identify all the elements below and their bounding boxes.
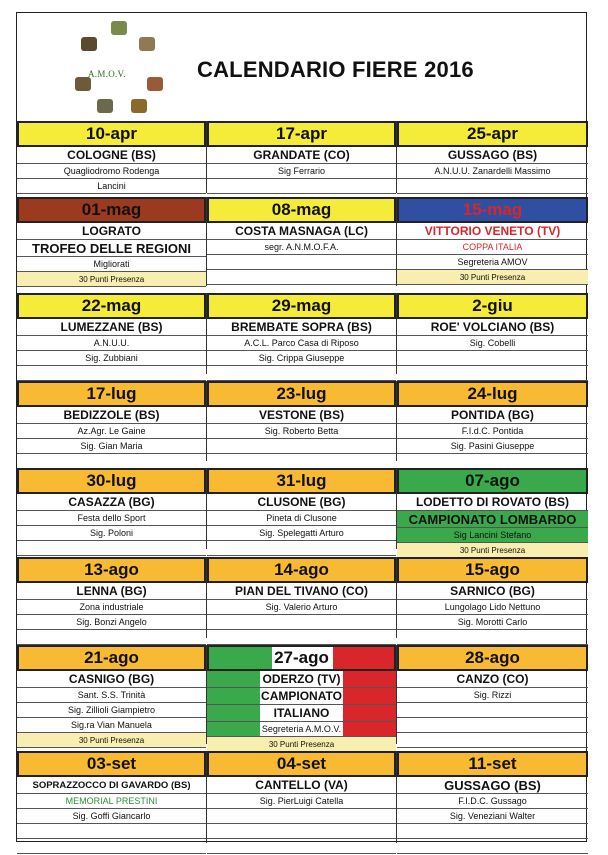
event-detail: Sig. Valerio Arturo bbox=[207, 600, 396, 615]
event-cell bbox=[207, 645, 397, 749]
event-detail bbox=[207, 366, 396, 381]
event-detail: Sig. Spelegatti Arturo bbox=[207, 526, 396, 541]
bird-photo-icon bbox=[139, 37, 155, 51]
event-detail bbox=[207, 809, 396, 824]
event-detail: Sig Ferrario bbox=[207, 164, 396, 179]
amov-logo bbox=[61, 19, 161, 115]
event-cell bbox=[397, 468, 588, 555]
event-cell bbox=[17, 293, 207, 374]
event-cell bbox=[207, 751, 397, 843]
month-row bbox=[17, 293, 588, 374]
event-location: CASNIGO (BG) bbox=[17, 671, 206, 688]
event-detail bbox=[207, 630, 396, 645]
event-date: 2-giu bbox=[397, 293, 588, 319]
event-cell bbox=[397, 645, 588, 744]
event-cell bbox=[17, 645, 207, 744]
event-detail: Sig. Poloni bbox=[17, 526, 206, 541]
event-detail bbox=[207, 615, 396, 630]
event-detail: Sig. Gian Maria bbox=[17, 439, 206, 454]
event-location: CANTELLO (VA) bbox=[207, 777, 396, 794]
event-detail: F.I.d.C. Pontida bbox=[397, 424, 588, 439]
event-detail: Lancini bbox=[17, 179, 206, 194]
month-row bbox=[17, 751, 588, 843]
event-detail: Sig. Crippa Giuseppe bbox=[207, 351, 396, 366]
event-location: GUSSAGO (BS) bbox=[397, 147, 588, 164]
event-cell bbox=[207, 293, 397, 374]
event-cell bbox=[207, 557, 397, 638]
event-date: 01-mag bbox=[17, 197, 206, 223]
event-date: 21-ago bbox=[17, 645, 206, 671]
event-detail: Sig. Goffi Giancarlo bbox=[17, 809, 206, 824]
event-location: VITTORIO VENETO (TV) bbox=[397, 223, 588, 240]
event-location: SOPRAZZOCCO DI GAVARDO (BS) bbox=[17, 777, 206, 794]
event-location: CAMPIONATO bbox=[207, 688, 396, 705]
event-detail: Quagliodromo Rodenga bbox=[17, 164, 206, 179]
points-note: 30 Punti Presenza bbox=[397, 270, 588, 285]
event-detail: Az.Agr. Le Gaine bbox=[17, 424, 206, 439]
month-row bbox=[17, 197, 588, 286]
event-cell bbox=[397, 121, 588, 193]
event-detail bbox=[397, 351, 588, 366]
event-detail: Sig. Pasini Giuseppe bbox=[397, 439, 588, 454]
event-location: COSTA MASNAGA (LC) bbox=[207, 223, 396, 240]
event-date: 17-apr bbox=[207, 121, 396, 147]
event-detail: Sig. PierLuigi Catella bbox=[207, 794, 396, 809]
event-detail: Migliorati bbox=[17, 257, 206, 272]
event-location: CLUSONE (BG) bbox=[207, 494, 396, 511]
event-detail: MEMORIAL PRESTINI bbox=[17, 794, 206, 809]
bird-photo-icon bbox=[147, 77, 163, 91]
event-detail bbox=[207, 255, 396, 270]
event-detail bbox=[397, 179, 588, 194]
bird-photo-icon bbox=[97, 99, 113, 113]
event-date: 07-ago bbox=[397, 468, 588, 494]
event-detail: Segreteria AMOV bbox=[397, 255, 588, 270]
month-row bbox=[17, 381, 588, 461]
event-detail bbox=[397, 454, 588, 469]
event-location: GRANDATE (CO) bbox=[207, 147, 396, 164]
event-location: LENNA (BG) bbox=[17, 583, 206, 600]
event-detail: A.N.U.U. Zanardelli Massimo bbox=[397, 164, 588, 179]
event-detail bbox=[207, 270, 396, 285]
points-note: 30 Punti Presenza bbox=[397, 543, 588, 558]
event-date: 24-lug bbox=[397, 381, 588, 407]
event-detail bbox=[207, 824, 396, 839]
event-detail bbox=[397, 366, 588, 381]
event-date: 23-lug bbox=[207, 381, 396, 407]
header bbox=[17, 13, 586, 120]
event-date: 13-ago bbox=[17, 557, 206, 583]
event-date: 30-lug bbox=[17, 468, 206, 494]
event-detail bbox=[17, 454, 206, 469]
event-detail: Segreteria A.M.O.V. bbox=[207, 722, 396, 737]
event-detail: Sig Lancini Stefano bbox=[397, 528, 588, 543]
event-detail: Sig.ra Vian Manuela bbox=[17, 718, 206, 733]
event-location: LOGRATO bbox=[17, 223, 206, 240]
event-detail bbox=[17, 541, 206, 556]
event-date: 15-mag bbox=[397, 197, 588, 223]
event-detail bbox=[207, 839, 396, 854]
event-cell bbox=[207, 121, 397, 193]
event-detail: A.N.U.U. bbox=[17, 336, 206, 351]
event-detail bbox=[397, 839, 588, 854]
event-date: 10-apr bbox=[17, 121, 206, 147]
event-location: ITALIANO bbox=[207, 705, 396, 722]
event-detail bbox=[17, 630, 206, 645]
points-note: 30 Punti Presenza bbox=[17, 733, 206, 748]
event-date: 03-set bbox=[17, 751, 206, 777]
event-detail bbox=[397, 703, 588, 718]
event-cell bbox=[397, 557, 588, 638]
event-detail: Pineta di Clusone bbox=[207, 511, 396, 526]
event-cell bbox=[207, 381, 397, 461]
event-date: 14-ago bbox=[207, 557, 396, 583]
event-detail: Lungolago Lido Nettuno bbox=[397, 600, 588, 615]
event-date: 17-lug bbox=[17, 381, 206, 407]
event-location: PONTIDA (BG) bbox=[397, 407, 588, 424]
bird-photo-icon bbox=[131, 99, 147, 113]
event-cell bbox=[207, 468, 397, 549]
event-date: 08-mag bbox=[207, 197, 396, 223]
event-location: BEDIZZOLE (BS) bbox=[17, 407, 206, 424]
event-detail bbox=[17, 824, 206, 839]
event-location: CAMPIONATO LOMBARDO bbox=[397, 511, 588, 528]
bird-photo-icon bbox=[81, 37, 97, 51]
event-detail: segr. A.N.M.O.F.A. bbox=[207, 240, 396, 255]
event-date: 28-ago bbox=[397, 645, 588, 671]
event-cell bbox=[207, 197, 397, 286]
event-detail: Sant. S.S. Trinità bbox=[17, 688, 206, 703]
month-row bbox=[17, 557, 588, 638]
event-detail bbox=[207, 179, 396, 194]
event-detail: Festa dello Sport bbox=[17, 511, 206, 526]
event-cell bbox=[17, 121, 207, 193]
event-location: ROE' VOLCIANO (BS) bbox=[397, 319, 588, 336]
event-cell bbox=[17, 468, 207, 549]
event-detail: Zona industriale bbox=[17, 600, 206, 615]
event-date: 11-set bbox=[397, 751, 588, 777]
event-detail bbox=[397, 733, 588, 748]
event-date: 25-apr bbox=[397, 121, 588, 147]
event-detail: Sig. Bonzi Angelo bbox=[17, 615, 206, 630]
event-cell bbox=[397, 751, 588, 843]
event-cell bbox=[397, 197, 588, 286]
event-date: 31-lug bbox=[207, 468, 396, 494]
month-row bbox=[17, 121, 588, 193]
page-title: CALENDARIO FIERE 2016 bbox=[197, 57, 474, 82]
event-location: CASAZZA (BG) bbox=[17, 494, 206, 511]
event-location: CANZO (CO) bbox=[397, 671, 588, 688]
event-detail: Sig. Cobelli bbox=[397, 336, 588, 351]
event-date: 27-ago bbox=[207, 645, 396, 671]
event-location: ODERZO (TV) bbox=[207, 671, 396, 688]
points-note: 30 Punti Presenza bbox=[207, 737, 396, 752]
event-location: GUSSAGO (BS) bbox=[397, 777, 588, 794]
event-location: LUMEZZANE (BS) bbox=[17, 319, 206, 336]
event-detail bbox=[207, 439, 396, 454]
event-cell bbox=[397, 293, 588, 374]
points-note: 30 Punti Presenza bbox=[17, 272, 206, 287]
event-detail: Sig. Veneziani Walter bbox=[397, 809, 588, 824]
event-location: TROFEO DELLE REGIONI bbox=[17, 240, 206, 257]
event-detail bbox=[17, 366, 206, 381]
event-cell bbox=[17, 381, 207, 461]
event-location: BREMBATE SOPRA (BS) bbox=[207, 319, 396, 336]
event-date: 15-ago bbox=[397, 557, 588, 583]
bird-photo-icon bbox=[111, 21, 127, 35]
event-detail: A.C.L. Parco Casa di Riposo bbox=[207, 336, 396, 351]
event-location: PIAN DEL TIVANO (CO) bbox=[207, 583, 396, 600]
event-cell bbox=[17, 751, 207, 843]
event-date: 22-mag bbox=[17, 293, 206, 319]
event-cell bbox=[17, 197, 207, 286]
event-cell bbox=[397, 381, 588, 461]
event-detail bbox=[207, 454, 396, 469]
calendar-page bbox=[16, 12, 587, 842]
event-date: 04-set bbox=[207, 751, 396, 777]
event-cell bbox=[17, 557, 207, 638]
event-detail: Sig. Morotti Carlo bbox=[397, 615, 588, 630]
event-detail: COPPA ITALIA bbox=[397, 240, 588, 255]
event-location: SARNICO (BG) bbox=[397, 583, 588, 600]
event-detail bbox=[207, 541, 396, 556]
month-row bbox=[17, 645, 588, 749]
event-date: 29-mag bbox=[207, 293, 396, 319]
event-location: VESTONE (BS) bbox=[207, 407, 396, 424]
event-detail: Sig. Zubbiani bbox=[17, 351, 206, 366]
event-detail bbox=[397, 630, 588, 645]
event-detail: F.I.D.C. Gussago bbox=[397, 794, 588, 809]
month-row bbox=[17, 468, 588, 555]
event-detail: Sig. Roberto Betta bbox=[207, 424, 396, 439]
event-detail: Sig. Zillioli Giampietro bbox=[17, 703, 206, 718]
event-detail bbox=[397, 824, 588, 839]
logo-text: A.M.O.V. bbox=[88, 69, 126, 79]
bird-photo-icon bbox=[75, 77, 91, 91]
event-detail: Sig. Rizzi bbox=[397, 688, 588, 703]
event-detail bbox=[17, 839, 206, 854]
event-detail bbox=[397, 718, 588, 733]
event-location: COLOGNE (BS) bbox=[17, 147, 206, 164]
event-location: LODETTO DI ROVATO (BS) bbox=[397, 494, 588, 511]
